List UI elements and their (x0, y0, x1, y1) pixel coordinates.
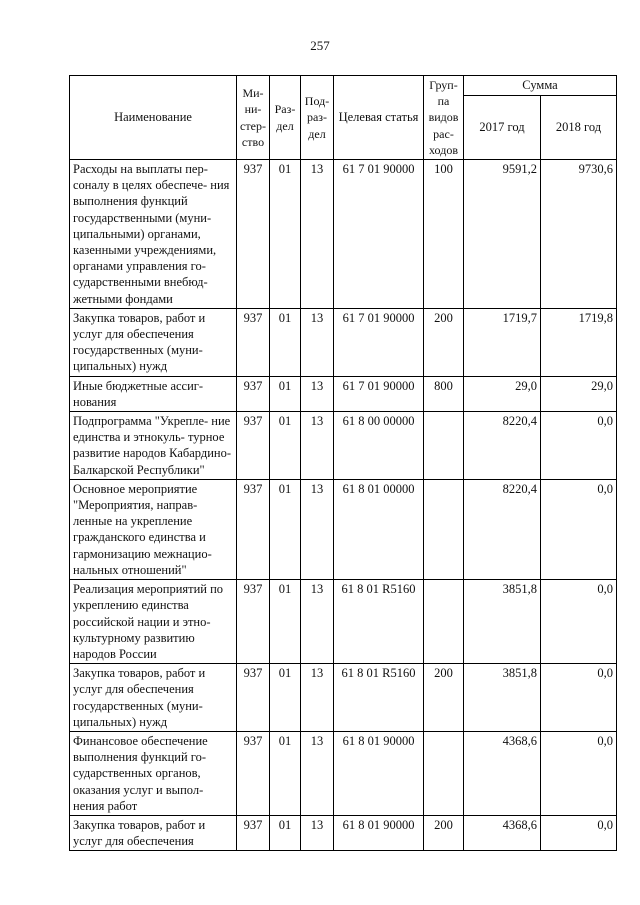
header-ministry: Ми- ни- стер- ство (237, 76, 270, 160)
header-sum: Сумма (464, 76, 617, 96)
cell-name: Реализация мероприятий по укреплению единства российской нации и этно- культурному развитию народов России (70, 580, 237, 664)
cell-2017: 3851,8 (464, 580, 541, 664)
cell-target: 61 8 00 00000 (334, 412, 424, 480)
header-year-2017: 2017 год (464, 95, 541, 159)
cell-2017: 3851,8 (464, 664, 541, 732)
cell-section: 01 (270, 731, 301, 815)
cell-name: Подпрограмма "Укрепле- ние единства и этнокуль- турное развитие народов Кабардино-Балкарской Республики" (70, 412, 237, 480)
header-name: Наименование (70, 76, 237, 160)
header-row (70, 76, 617, 96)
table-row (70, 815, 617, 850)
cell-2018: 1719,8 (541, 308, 617, 376)
cell-target: 61 8 01 00000 (334, 479, 424, 579)
cell-2017: 9591,2 (464, 160, 541, 309)
table-row (70, 580, 617, 664)
cell-section: 01 (270, 815, 301, 850)
cell-ministry: 937 (237, 160, 270, 309)
header-year-2018: 2018 год (541, 95, 617, 159)
table-row (70, 412, 617, 480)
cell-2018: 0,0 (541, 479, 617, 579)
cell-2018: 0,0 (541, 815, 617, 850)
header-group: Груп- па видов рас- ходов (424, 76, 464, 160)
cell-ministry: 937 (237, 664, 270, 732)
cell-group (424, 731, 464, 815)
cell-2017: 8220,4 (464, 479, 541, 579)
cell-group (424, 412, 464, 480)
table-row (70, 479, 617, 579)
cell-2018: 0,0 (541, 412, 617, 480)
table-row (70, 376, 617, 411)
cell-target: 61 8 01 R5160 (334, 580, 424, 664)
cell-subsection: 13 (301, 580, 334, 664)
budget-table (69, 75, 617, 851)
cell-subsection: 13 (301, 815, 334, 850)
table-row (70, 160, 617, 309)
cell-group: 200 (424, 664, 464, 732)
cell-2017: 4368,6 (464, 815, 541, 850)
cell-section: 01 (270, 160, 301, 309)
cell-ministry: 937 (237, 580, 270, 664)
cell-subsection: 13 (301, 664, 334, 732)
cell-2017: 4368,6 (464, 731, 541, 815)
cell-name: Закупка товаров, работ и услуг для обеспечения (70, 815, 237, 850)
cell-section: 01 (270, 580, 301, 664)
cell-target: 61 7 01 90000 (334, 160, 424, 309)
cell-ministry: 937 (237, 731, 270, 815)
table-row (70, 308, 617, 376)
cell-section: 01 (270, 376, 301, 411)
cell-subsection: 13 (301, 376, 334, 411)
cell-2017: 29,0 (464, 376, 541, 411)
cell-group: 200 (424, 815, 464, 850)
cell-subsection: 13 (301, 160, 334, 309)
cell-target: 61 7 01 90000 (334, 376, 424, 411)
cell-2018: 0,0 (541, 731, 617, 815)
header-section: Раз- дел (270, 76, 301, 160)
cell-subsection: 13 (301, 412, 334, 480)
cell-2018: 29,0 (541, 376, 617, 411)
cell-2018: 0,0 (541, 664, 617, 732)
header-target: Целевая статья (334, 76, 424, 160)
cell-2018: 9730,6 (541, 160, 617, 309)
cell-target: 61 8 01 R5160 (334, 664, 424, 732)
header-subsection: Под- раз- дел (301, 76, 334, 160)
cell-2017: 1719,7 (464, 308, 541, 376)
cell-group (424, 580, 464, 664)
table-row (70, 731, 617, 815)
cell-group (424, 479, 464, 579)
cell-name: Закупка товаров, работ и услуг для обеспечения государственных (муни- ципальных) нужд (70, 308, 237, 376)
cell-ministry: 937 (237, 479, 270, 579)
cell-2017: 8220,4 (464, 412, 541, 480)
cell-name: Финансовое обеспечение выполнения функций го- сударственных органов, оказания услуг и выпол- нения работ (70, 731, 237, 815)
cell-subsection: 13 (301, 731, 334, 815)
cell-ministry: 937 (237, 815, 270, 850)
cell-target: 61 8 01 90000 (334, 731, 424, 815)
cell-target: 61 8 01 90000 (334, 815, 424, 850)
cell-name: Основное мероприятие "Мероприятия, направ- ленные на укрепление гражданского единства и гармонизацию межнацио- нальных отношений" (70, 479, 237, 579)
cell-name: Закупка товаров, работ и услуг для обеспечения государственных (муни- ципальных) нужд (70, 664, 237, 732)
cell-name: Иные бюджетные ассиг- нования (70, 376, 237, 411)
cell-name: Расходы на выплаты пер- соналу в целях обеспече- ния выполнения функций государственными (муни- ципальными) органами, казенными учреждениями, органами управления го- сударственными внебюд- жетными фондами (70, 160, 237, 309)
cell-group: 200 (424, 308, 464, 376)
cell-ministry: 937 (237, 412, 270, 480)
cell-2018: 0,0 (541, 580, 617, 664)
cell-target: 61 7 01 90000 (334, 308, 424, 376)
page-number: 257 (310, 38, 330, 53)
cell-subsection: 13 (301, 479, 334, 579)
cell-ministry: 937 (237, 308, 270, 376)
table-body (70, 160, 617, 851)
cell-group: 100 (424, 160, 464, 309)
table-row (70, 664, 617, 732)
cell-section: 01 (270, 308, 301, 376)
cell-section: 01 (270, 412, 301, 480)
cell-subsection: 13 (301, 308, 334, 376)
cell-section: 01 (270, 479, 301, 579)
cell-group: 800 (424, 376, 464, 411)
cell-section: 01 (270, 664, 301, 732)
cell-ministry: 937 (237, 376, 270, 411)
